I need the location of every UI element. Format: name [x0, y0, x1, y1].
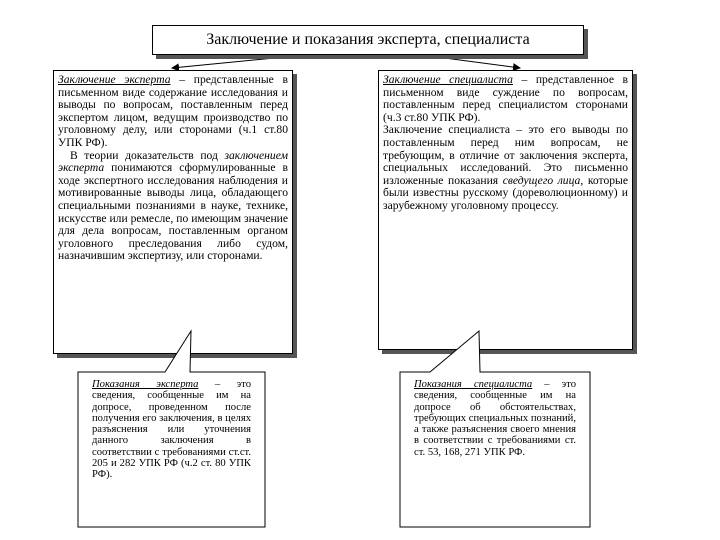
specialist-p2-italic: сведущего лица: [502, 173, 581, 187]
expert-conclusion-term: Заключение эксперта: [58, 73, 171, 86]
expert-testimony-callout: [78, 372, 265, 527]
specialist-conclusion-text: – представленное в письменном виде суждение по вопросам, поставленным перед специалистом сторонами (ч.3 ст.80 УПК РФ).: [383, 73, 628, 124]
theory-intro: В теории доказательств под: [70, 148, 225, 162]
theory-term: заключением эксперта: [58, 148, 288, 175]
specialist-p2-text: Заключение специалиста – это его выводы по поставленным перед ним вопросам, не требующим, в отличие от заключения эксперта, специальных исследований. Это письменно изложенные показания: [383, 123, 628, 187]
expert-testimony-term: Показания эксперта: [92, 379, 199, 390]
specialist-conclusion-term: Заключение специалиста: [383, 73, 513, 86]
specialist-testimony-term: Показания специалиста: [414, 379, 533, 390]
specialist-testimony-callout: [400, 372, 590, 527]
theory-rest: понимаются сформулированные в ходе экспертного исследования наблюдения и мотивированные выводы лица, обладающего специальными познаниями в науке, технике, искусстве или ремесле, по имеющим значение для дела вопросам, поставленным органом уголовного преследования либо судом, назначившим экспертизу, или сторонами.: [58, 161, 288, 263]
expert-conclusion-text: – представленные в письменном виде содержание исследования и выводы по вопросам, поставленным перед экспертом лицом, ведущим производство по уголовному делу, или сторонами (ч.1 ст.80 УПК РФ).: [58, 73, 288, 149]
expert-testimony-text: – это сведения, сообщенные им на допросе, проведенном после получения его заключения, в целях разъяснения или уточнения данного заключения в соответствии с требованиями ст.ст. 205 и 282 УПК РФ (ч.2 ст. 80 УПК РФ).: [92, 379, 251, 481]
diagram-title: Заключение и показания эксперта, специалиста: [206, 31, 530, 48]
specialist-testimony-text: – это сведения, сообщенные им на допросе об обстоятельствах, требующих специальных познаний, а также разъяснения своего мнения в соответствии с требованиями ст. ст. 53, 168, 271 УПК РФ.: [414, 379, 577, 458]
specialist-p2-rest: , которые были известны русскому (дореволюционному) и зарубежному уголовному процессу.: [383, 173, 628, 212]
